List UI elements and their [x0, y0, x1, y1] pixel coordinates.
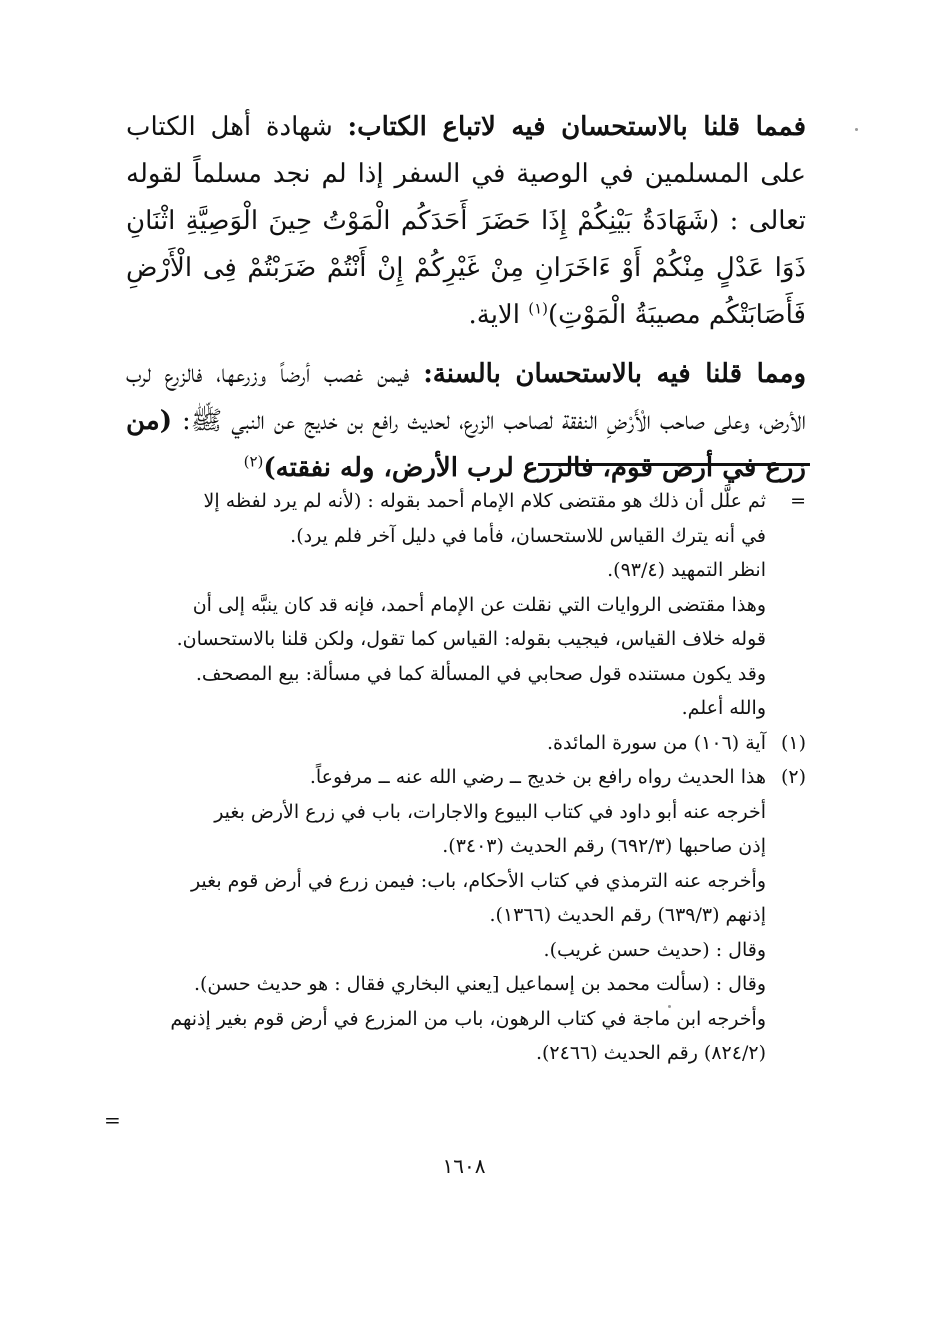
main-text	[126, 104, 806, 492]
footnote-1-text: آية (١٠٦) من سورة المائدة.	[547, 731, 766, 754]
continues-mark: =	[104, 1108, 121, 1132]
footnote-continuation-line: وقد يكون مستنده قول صحابي في المسألة كما في مسألة: بيع المصحف.	[195, 662, 766, 685]
footnote-continuation-line: انظر التمهيد (٩٣/٤).	[607, 559, 766, 581]
footnote-2-mark: (٢)	[780, 766, 806, 788]
footnote-2: (٢) هذا الحديث رواه رافع بن خديج ــ رضي الله عنه ــ مرفوعاً.	[126, 760, 806, 795]
page-number: ١٦٠٨	[442, 1154, 486, 1178]
footnote-continuation-line: قوله خلاف القياس، فيجيب بقوله: القياس كما تقول، ولكن قلنا بالاستحسان.	[176, 628, 766, 650]
footnote-continuation-line: في أنه يترك القياس للاستحسان، فأما في دليل آخر فلم يرد).	[290, 524, 766, 547]
footnote-continuation-line: = ثم علَّل أن ذلك هو مقتضى كلام الإمام أحمد بقوله : (لأنه لم يرد لفظه إلا	[126, 484, 806, 519]
paragraph-2-hadith: (من زرع في أرض قوم، فالزرع لرب الأرض، وله نفقته)	[126, 406, 806, 483]
paragraph-1-heading: فمما قلنا بالاستحسان فيه لاتباع الكتاب:	[347, 112, 806, 142]
paragraph-2	[126, 351, 806, 492]
footnote-ref-2: (٢)	[243, 452, 264, 471]
footnote-2-line: وأخرجه ابن ماجة في كتاب الرهون، باب من المزرع في أرض قوم بغير إذنهم	[170, 1007, 766, 1030]
footnote-2-line: (٨٢٤/٢) رقم الحديث (٢٤٦٦).	[535, 1042, 766, 1064]
footnotes	[126, 484, 806, 1071]
footnote-continuation-line: وهذا مقتضى الروايات التي نقلت عن الإمام أحمد، فإنه قد كان ينبَّه إلى أن	[192, 593, 766, 616]
footnote-2-line: وأخرجه عنه الترمذي في كتاب الأحكام، باب: فيمن زرع في أرض قوم بغير	[190, 869, 766, 892]
footnote-2-line: أخرجه عنه أبو داود في كتاب البيوع والاجارات، باب في زرع الأرض بغير	[214, 800, 766, 823]
paragraph-1-end: الاية.	[468, 300, 529, 330]
footnote-1-mark: (١)	[780, 731, 806, 754]
footnote-continuation-line: والله أعلم.	[681, 697, 766, 719]
scan-speck	[668, 1005, 671, 1008]
paragraph-1	[126, 104, 806, 339]
paragraph-2-heading: ومما قلنا فيه بالاستحسان بالسنة:	[423, 359, 807, 389]
footnote-2-line: وقال : (سألت محمد بن إسماعيل [يعني البخاري فقال : هو حديث حسن).	[193, 973, 766, 995]
footnote-2-line: وقال : (حديث حسن غريب).	[543, 938, 766, 961]
paragraph-2-body: فيمن غصب أرضاً وزرعها، فالزرع لرب الأرض، وعلى صاحب الْأَرْضِ النفقة لصاحب الزرع، لحديث رافع بن خديج عن النبي ﷺ:	[126, 359, 806, 436]
footnote-2-line: إذنهم (٦٣٩/٣) رقم الحديث (١٣٦٦).	[489, 904, 766, 926]
footnote-1	[126, 726, 806, 761]
footnote-separator	[538, 463, 810, 466]
paragraph-1-body: شهادة أهل الكتاب على المسلمين في الوصية في السفر إذا لم نجد مسلماً لقوله تعالى : (شَهَادَةُ بَيْنِكُمْ إِذَا حَضَرَ أَحَدَكُم الْمَوْتُ حِينَ الْوَصِيَّةِ اثْنَانِ ذَوَا عَدْلٍ مِنْكُمْ أَوْ ءَاخَرَانِ مِنْ غَيْرِكُمْ إِنْ أَنْتُمْ ضَرَبْتُمْ فِى الْأَرْضِ فَأَصَابَتْكُم مصيبَةُ الْمَوْتِ)	[126, 112, 806, 330]
footnote-2-line: إذن صاحبها (٦٩٢/٣) رقم الحديث (٣٤٠٣).	[442, 835, 766, 857]
footnote-ref-1: (١)	[528, 299, 549, 318]
scan-speck	[855, 128, 858, 131]
continuation-mark: =	[790, 490, 806, 512]
